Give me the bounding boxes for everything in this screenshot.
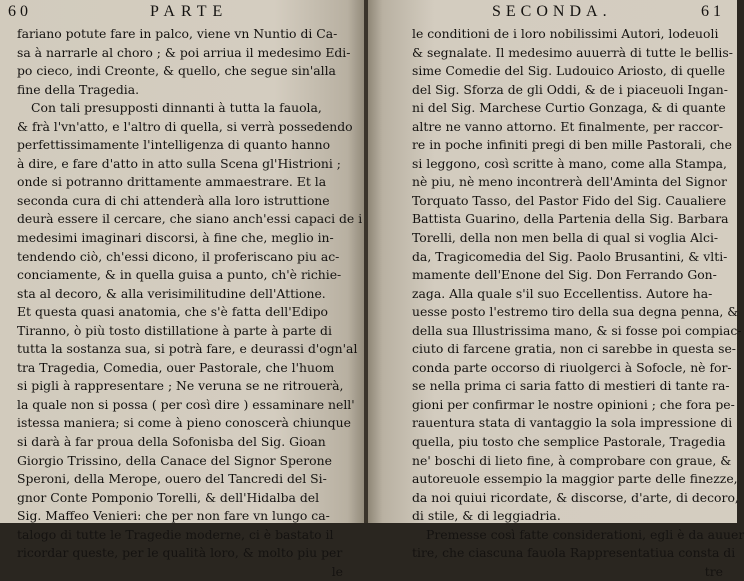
right-running-title: SECONDA.	[492, 3, 612, 20]
left-running-head	[0, 3, 366, 23]
text-line: Speroni, della Merope, ouero del Tancredi del Si-	[17, 471, 327, 487]
text-line: Et questa quasi anatomia, che s'è fatta dell'Edipo	[17, 304, 329, 320]
text-line: medesimi imaginari discorsi, à fine che, meglio in-	[17, 230, 334, 246]
left-running-title: PARTE	[150, 3, 229, 20]
text-line: & segnalate. Il medesimo auuerrà di tutte le bellis-	[412, 44, 733, 60]
text-line: uesse posto l'estremo tiro della sua degna penna, &	[412, 304, 739, 320]
text-line: à dire, e fare d'atto in atto sulla Scena gl'Histrioni ;	[17, 155, 341, 171]
text-line: ciuto di farcene gratia, non ci sarebbe in questa se-	[412, 341, 736, 357]
text-line: tutta la sostanza sua, si potrà fare, e deurassi d'ogn'al	[17, 341, 358, 357]
text-line: autoreuole essempio la maggior parte delle finezze,	[412, 471, 738, 487]
text-line: tire, che ciascuna fauola Rappresentatiua consta di	[412, 545, 736, 561]
text-line: sta al decoro, & alla verisimilitudine dell'Attione.	[17, 285, 326, 301]
left-page	[0, 0, 366, 579]
text-line: seconda cura di chi attenderà alla loro istruttione	[17, 192, 330, 208]
text-line: se nella prima ci saria fatto di mestieri di tante ra-	[412, 378, 730, 394]
text-line: zaga. Alla quale s'il suo Eccellentiss. Autore ha-	[412, 285, 713, 301]
text-line: sa à narrarle al choro ; & poi arriua il medesimo Edi-	[17, 44, 351, 60]
catchword: tre	[704, 563, 723, 579]
text-line: di stile, & di leggiadria.	[412, 508, 561, 524]
text-line: onde si potranno drittamente ammaestrare. Et la	[17, 174, 327, 190]
text-line: ni del Sig. Marchese Curtio Gonzaga, & di quante	[412, 100, 726, 116]
text-line: deurà essere il cercare, che siano anch'essi capaci de i	[17, 211, 363, 227]
text-line: del Sig. Sforza de gli Oddi, & de i piaceuoli Ingan-	[412, 81, 728, 97]
text-line: talogo di tutte le Tragedie moderne, ci è bastato il	[17, 526, 334, 542]
text-line: quella, piu tosto che semplice Pastorale, Tragedia	[412, 434, 726, 450]
text-line: Tiranno, ò più tosto distillatione à parte à parte di	[17, 322, 332, 338]
text-line: tendendo ciò, ch'essi dicono, il proferiscano piu ac-	[17, 248, 340, 264]
text-line: fine della Tragedia.	[17, 81, 140, 97]
text-line: re in poche infiniti pregi di ben mille Pastorali, che	[412, 137, 732, 153]
text-line: Battista Guarino, della Partenia della Sig. Barbara	[412, 211, 729, 227]
text-line: rauentura stata di vantaggio la sola impressione di	[412, 415, 733, 431]
text-line: tra Tragedia, Comedia, ouer Pastorale, che l'huom	[17, 359, 335, 375]
text-line: istessa maniera; si come à pieno conoscerà chiunque	[17, 415, 351, 431]
text-line: mamente dell'Enone del Sig. Don Ferrando Gon-	[412, 267, 717, 283]
right-page	[368, 0, 744, 579]
text-line: Torquato Tasso, del Pastor Fido del Sig. Caualiere	[412, 192, 727, 208]
left-text-block	[17, 25, 363, 581]
text-line: ricordar queste, per le qualità loro, & molto piu per	[17, 545, 343, 561]
text-line: & frà l'vn'atto, e l'altro di quella, si verrà possedendo	[17, 118, 353, 134]
text-line: Sig. Maffeo Venieri: che per non fare vn lungo ca-	[17, 508, 330, 524]
text-line: da noi quiui ricordate, & discorse, d'arte, di decoro,	[412, 489, 739, 505]
text-line: sime Comedie del Sig. Ludouico Ariosto, di quelle	[412, 63, 726, 79]
text-line: conda parte occorso di riuolgerci à Sofocle, nè for-	[412, 359, 732, 375]
text-line: Con tali presupposti dinnanti à tutta la fauola,	[31, 100, 322, 116]
text-line: Premesse così fatte considerationi, egli è da auuer	[426, 526, 744, 542]
text-line: si pigli à rappresentare ; Ne veruna se ne ritrouerà,	[17, 378, 344, 394]
text-line: perfettissimamente l'intelligenza di quanto hanno	[17, 137, 331, 153]
text-line: le conditioni de i loro nobilissimi Autori, lodeuoli	[412, 26, 719, 41]
text-line: po cieco, indi Creonte, & quello, che segue sin'alla	[17, 63, 336, 79]
text-line: altre ne vanno attorno. Et finalmente, per raccor-	[412, 118, 724, 134]
right-running-head	[368, 3, 737, 23]
text-line: gnor Conte Pomponio Torelli, & dell'Hidalba del	[17, 489, 320, 505]
text-line: gioni per confirmar le nostre opinioni ; che fora pe-	[412, 396, 735, 412]
text-line: della sua Illustrissima mano, & si fosse poi compiac-	[412, 322, 742, 338]
text-line: Giorgio Trissino, della Canace del Signor Sperone	[17, 452, 332, 468]
text-line: la quale non si possa ( per così dire ) essaminare nell'	[17, 396, 355, 412]
text-line: nè piu, nè meno incontrerà dell'Aminta del Signor	[412, 174, 727, 190]
catchword: le	[331, 563, 343, 579]
right-page-number: 61	[701, 3, 725, 20]
right-text-block	[412, 25, 744, 581]
text-line: fariano potute fare in palco, viene vn Nuntio di Ca-	[17, 26, 338, 41]
left-page-number: 60	[8, 3, 32, 20]
text-line: si darà à far proua della Sofonisba del Sig. Gioan	[17, 434, 326, 450]
text-line: Torelli, della non men bella di qual si voglia Alci-	[412, 230, 719, 246]
text-line: da, Tragicomedia del Sig. Paolo Brusantini, & vlti-	[412, 248, 728, 264]
text-line: si leggono, così scritte à mano, come alla Stampa,	[412, 155, 727, 171]
text-line: ne' boschi di lieto fine, à comprobare con graue, &	[412, 452, 732, 468]
text-line: conciamente, & in quella guisa a punto, ch'è richie-	[17, 267, 342, 283]
